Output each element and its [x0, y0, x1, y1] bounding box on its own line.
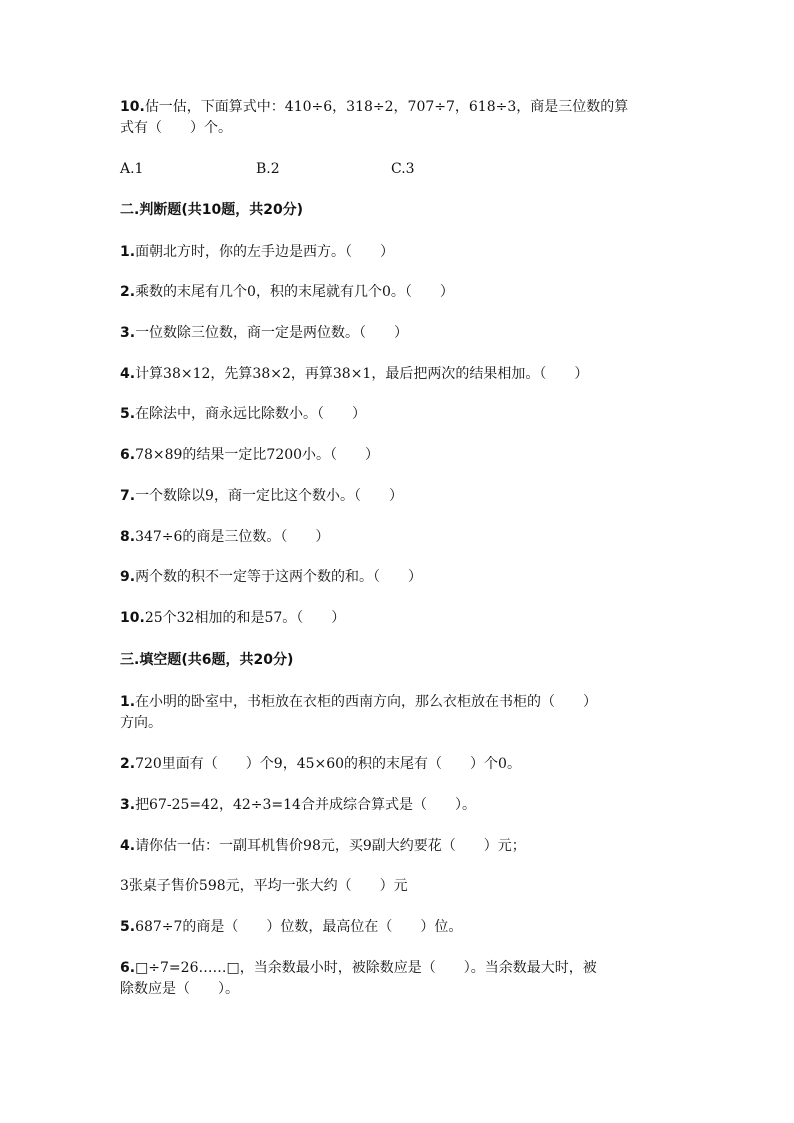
question-text: 请你估一估：一副耳机售价98元，买9副大约要花（ ）元；: [135, 838, 526, 854]
mc-question-10: [120, 97, 628, 117]
option-b: B.2: [256, 161, 280, 177]
question-number: 5.: [120, 919, 136, 935]
question-text-continued: 式有（ ）个。: [120, 120, 232, 136]
question-number: 1.: [120, 244, 136, 260]
question-text: 在除法中，商永远比除数小。（ ）: [135, 406, 367, 422]
tf-question: [120, 445, 379, 465]
question-text: 720里面有（ ）个9，45×60的积的末尾有（ ）个0。: [135, 756, 521, 772]
tf-question: [120, 608, 345, 628]
section-heading-fill-blank: 三.填空题(共6题，共20分): [120, 652, 294, 668]
fill-question-cont: [120, 876, 408, 896]
tf-question: [120, 527, 329, 547]
question-number: 3.: [120, 325, 136, 341]
tf-question: [120, 364, 588, 384]
question-text: 估一估，下面算式中：410÷6，318÷2，707÷7，618÷3，商是三位数的算: [144, 99, 629, 115]
fill-question: [120, 917, 462, 937]
fill-question: [120, 692, 597, 712]
question-text: 在小明的卧室中，书柜放在衣柜的西南方向，那么衣柜放在书柜的（ ）: [135, 694, 598, 710]
tf-question: [120, 282, 454, 302]
tf-question: [120, 242, 394, 262]
fill-question-cont: [120, 713, 162, 733]
question-text: 计算38×12，先算38×2，再算38×1，最后把两次的结果相加。（ ）: [135, 366, 589, 382]
question-text: 一个数除以9，商一定比这个数小。（ ）: [135, 488, 403, 504]
tf-question: [120, 323, 408, 343]
question-text-continued: 方向。: [120, 715, 162, 731]
mc-question-10-cont: [120, 118, 232, 138]
fill-question: [120, 795, 476, 815]
question-text: 25个32相加的和是57。（ ）: [144, 610, 346, 626]
question-number: 6.: [120, 447, 136, 463]
question-text-continued: 3张桌子售价598元，平均一张大约（ ）元: [120, 878, 408, 894]
tf-question: [120, 404, 366, 424]
question-text: 面朝北方时，你的左手边是西方。（ ）: [135, 244, 395, 260]
question-text: 687÷7的商是（ ）位数，最高位在（ ）位。: [135, 919, 463, 935]
fill-question: [120, 754, 521, 774]
question-text-continued: 除数应是（ ）。: [120, 981, 239, 997]
question-number: 4.: [120, 838, 136, 854]
question-number: 8.: [120, 529, 136, 545]
question-text: 两个数的积不一定等于这两个数的和。（ ）: [135, 569, 423, 585]
fill-question: [120, 836, 526, 856]
section-heading-true-false: 二.判断题(共10题，共20分): [120, 202, 304, 218]
question-number: 4.: [120, 366, 136, 382]
question-number: 2.: [120, 284, 136, 300]
fill-question: [120, 958, 597, 978]
question-number: 6.: [120, 960, 136, 976]
question-text: 78×89的结果一定比7200小。（ ）: [135, 447, 380, 463]
question-text: □÷7=26……□，当余数最小时，被除数应是（ ）。当余数最大时，被: [135, 960, 597, 976]
question-number: 10.: [120, 610, 145, 626]
question-number: 1.: [120, 694, 136, 710]
question-text: 一位数除三位数，商一定是两位数。（ ）: [135, 325, 409, 341]
question-text: 把67-25=42，42÷3=14合并成综合算式是（ ）。: [135, 797, 476, 813]
tf-question: [120, 567, 422, 587]
tf-question: [120, 486, 403, 506]
question-number: 5.: [120, 406, 136, 422]
option-a: A.1: [120, 161, 144, 177]
fill-question-cont: [120, 979, 239, 999]
question-number: 3.: [120, 797, 136, 813]
question-text: 347÷6的商是三位数。（ ）: [135, 529, 330, 545]
question-text: 乘数的末尾有几个0，积的末尾就有几个0。（ ）: [135, 284, 454, 300]
question-number: 10.: [120, 99, 145, 115]
question-number: 9.: [120, 569, 136, 585]
question-number: 2.: [120, 756, 136, 772]
option-c: C.3: [391, 161, 415, 177]
question-number: 7.: [120, 488, 136, 504]
